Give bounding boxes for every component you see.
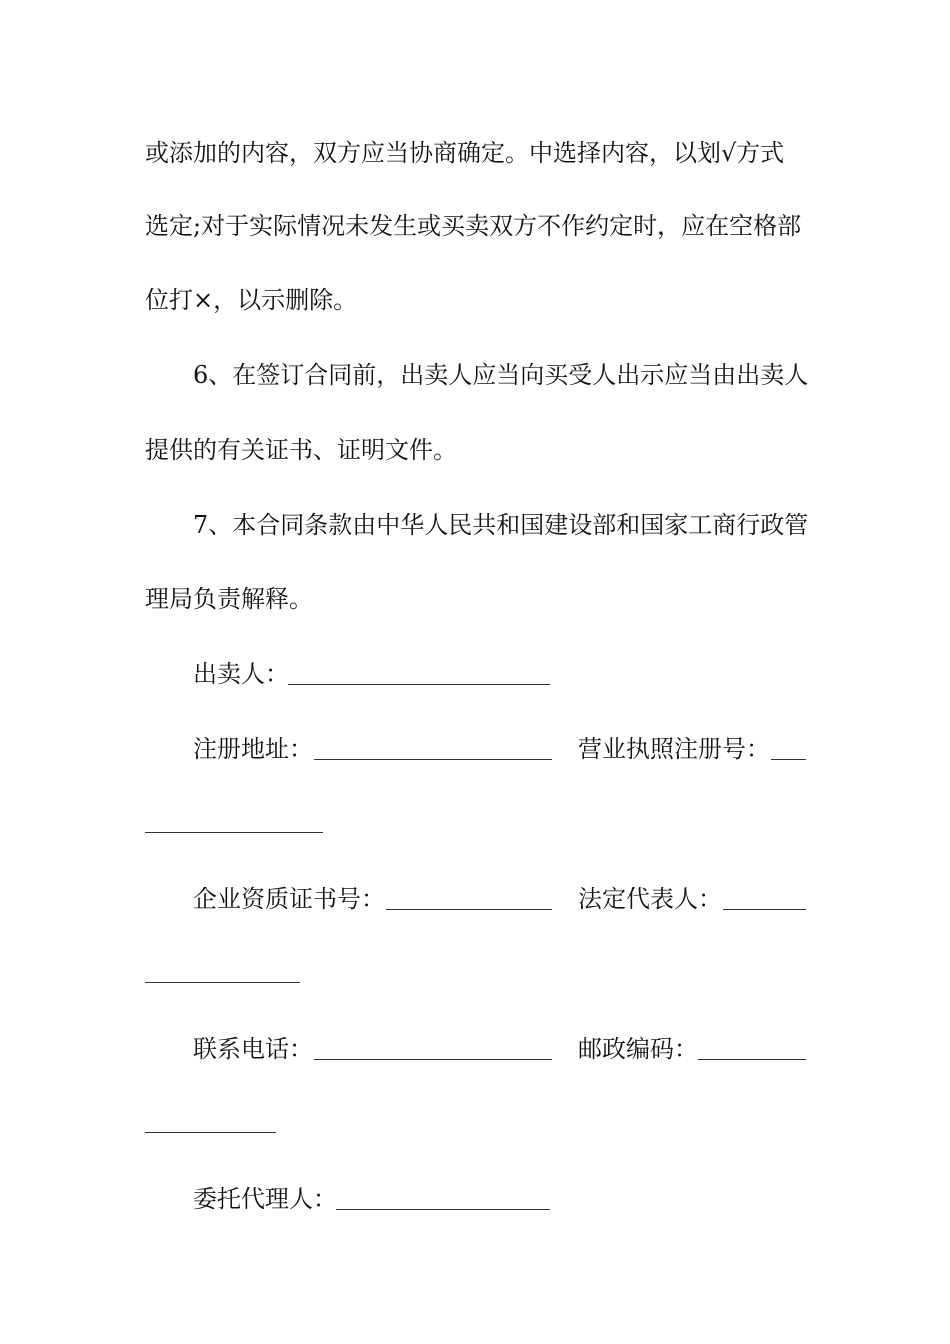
qualification-blank[interactable] [386, 909, 552, 910]
address-blank[interactable] [314, 759, 552, 760]
paragraph-7-line-2: 理局负责解释。 [145, 585, 313, 613]
seller-blank[interactable] [288, 684, 550, 685]
license-blank-part-2[interactable] [145, 832, 323, 833]
license-blank-part-1[interactable] [771, 759, 806, 760]
paragraph-5-line-1: 或添加的内容，双方应当协商确定。中选择内容，以划√方式 [145, 139, 785, 167]
postcode-blank-part-1[interactable] [698, 1059, 806, 1060]
postcode-label: 邮政编码： [578, 1035, 698, 1063]
legal-rep-blank-part-2[interactable] [145, 982, 300, 983]
phone-label: 联系电话： [193, 1035, 313, 1063]
qualification-label: 企业资质证书号： [193, 885, 385, 913]
agent-blank[interactable] [336, 1209, 550, 1210]
license-label: 营业执照注册号： [578, 735, 770, 763]
paragraph-6-line-1: 6、在签订合同前，出卖人应当向买受人出示应当由出卖人 [193, 361, 809, 389]
legal-rep-label: 法定代表人： [578, 885, 722, 913]
paragraph-5-line-2: 选定;对于实际情况未发生或买卖双方不作约定时，应在空格部 [145, 212, 802, 240]
paragraph-7-line-1: 7、本合同条款由中华人民共和国建设部和国家工商行政管 [193, 511, 809, 539]
address-label: 注册地址： [193, 735, 313, 763]
paragraph-6-line-2: 提供的有关证书、证明文件。 [145, 436, 457, 464]
agent-label: 委托代理人： [193, 1185, 337, 1213]
paragraph-5-line-3: 位打×，以示删除。 [145, 286, 358, 314]
legal-rep-blank-part-1[interactable] [723, 909, 806, 910]
postcode-blank-part-2[interactable] [145, 1132, 276, 1133]
seller-label: 出卖人： [193, 660, 289, 688]
phone-blank[interactable] [314, 1059, 552, 1060]
